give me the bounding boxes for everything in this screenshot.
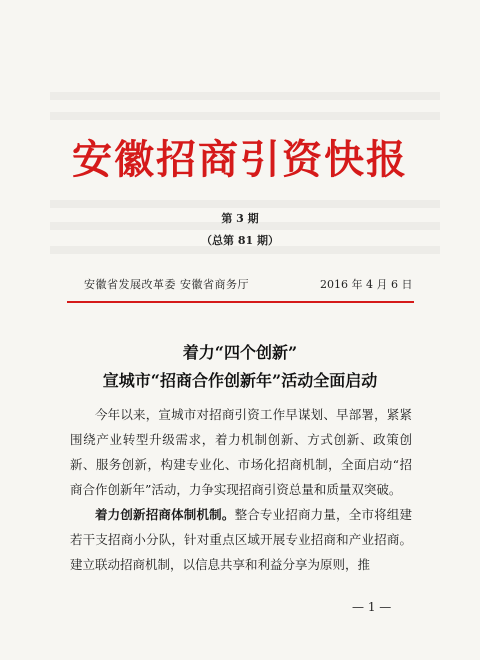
- red-divider-rule: [67, 301, 414, 303]
- show-through: [50, 112, 440, 120]
- show-through: [50, 200, 440, 208]
- show-through: [50, 92, 440, 100]
- issuing-agencies: 安徽省发展改革委 安徽省商务厅: [84, 278, 249, 291]
- paragraph-2: [70, 502, 412, 577]
- article-headline-line2: 宣城市“招商合作创新年”活动全面启动: [102, 371, 378, 390]
- article-body: [70, 402, 412, 577]
- total-issue-number: （总第 81 期）: [201, 234, 279, 247]
- paragraph-2-text: 整合专业招商力量，全市将组建若干支招商小分队，针对重点区域开展专业招商和产业招商。建立联动招商机制，以信息共享和利益分享为原则，推: [70, 507, 412, 572]
- article-headline-line1: 着力“四个创新”: [182, 343, 298, 362]
- paragraph-1: 今年以来，宣城市对招商引资工作早谋划、早部署，紧紧围绕产业转型升级需求，着力机制创新、方式创新、政策创新、服务创新，构建专业化、市场化招商机制，全面启动“招商合作创新年”活动，力争实现招商引资总量和质量双突破。: [70, 407, 412, 497]
- page-number: — 1 —: [352, 600, 392, 614]
- issue-number: 第 3 期: [221, 212, 259, 225]
- masthead-title: 安徽招商引资快报: [72, 136, 408, 183]
- paragraph-2-lead: 着力创新招商体制机制。: [95, 507, 235, 522]
- publish-date: 2016 年 4 月 6 日: [320, 278, 413, 291]
